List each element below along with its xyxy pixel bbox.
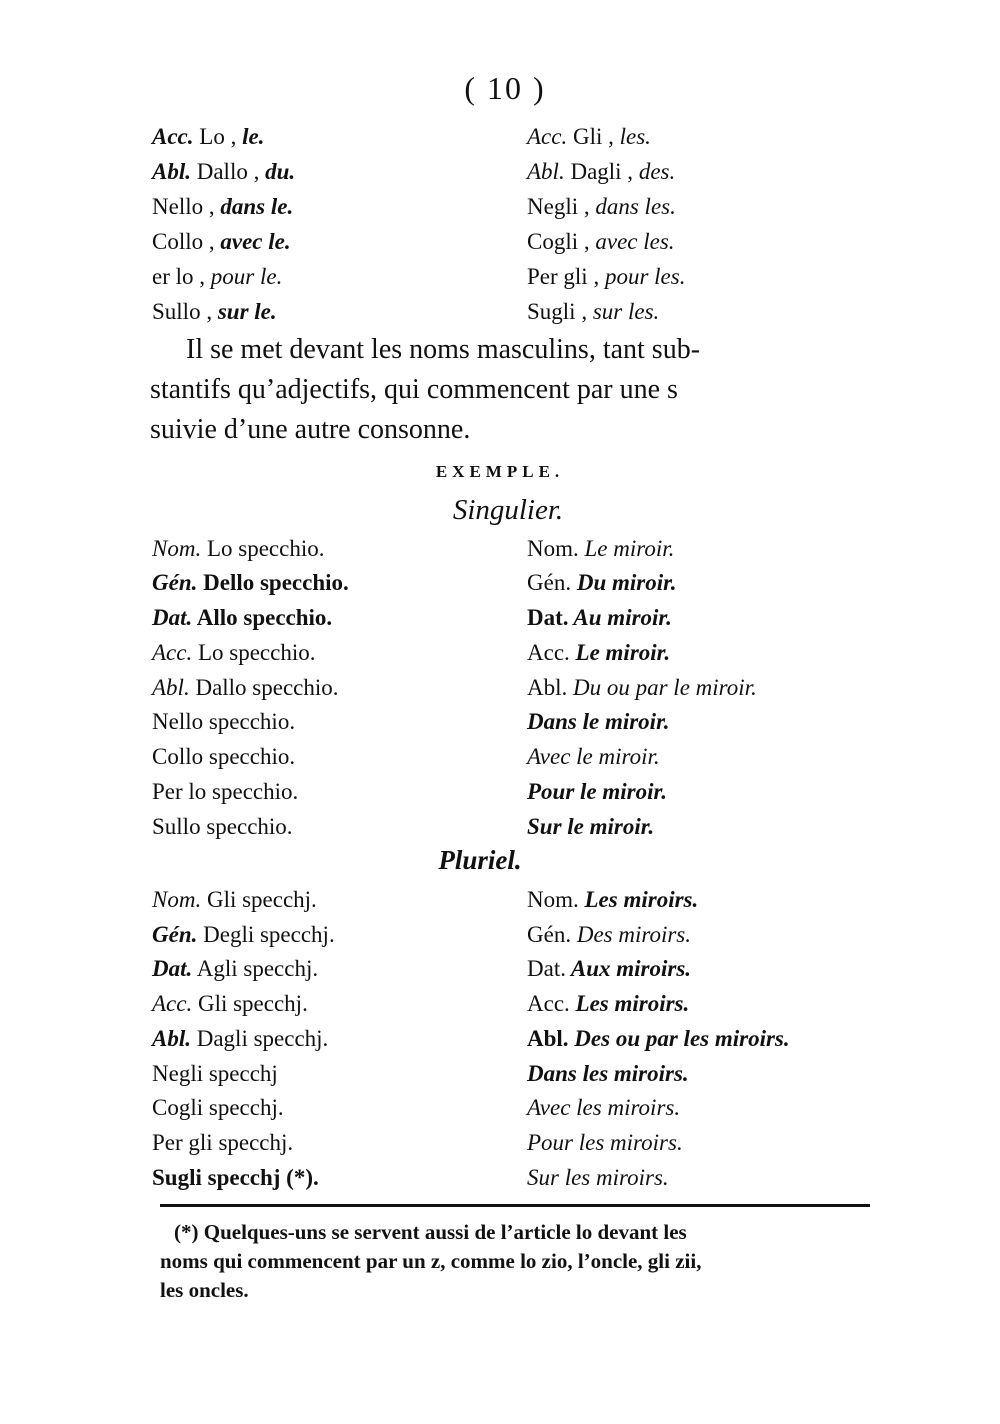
case-label: Abl. <box>152 1026 191 1051</box>
table-row <box>152 740 492 774</box>
paragraph-line: Il se met devant les noms masculins, tant sub- <box>186 334 701 365</box>
italian-word: Sullo , <box>152 299 213 324</box>
table-row <box>152 120 492 154</box>
french-translation: du. <box>259 159 296 184</box>
italian-word: Sugli specchj (*). <box>152 1165 319 1190</box>
table-row <box>527 918 947 952</box>
table-row <box>527 775 947 809</box>
french-translation: Avec les miroirs. <box>527 1095 681 1120</box>
french-translation: Aux miroirs. <box>565 956 692 981</box>
table-row <box>152 918 492 952</box>
case-label: Abl. <box>527 1026 569 1051</box>
table-row <box>527 1091 947 1125</box>
italian-word: Per lo specchio. <box>152 779 299 804</box>
table-row <box>152 987 492 1021</box>
table-row <box>527 883 947 917</box>
italian-word: Sugli , <box>527 299 588 324</box>
french-translation: Dans les miroirs. <box>527 1061 689 1086</box>
table-row <box>152 705 492 739</box>
case-label: Dat. <box>527 605 569 630</box>
case-label: Nom. <box>527 887 579 912</box>
italian-word: Nello , <box>152 194 215 219</box>
case-label: Abl. <box>527 675 568 700</box>
french-translation: avec les. <box>589 229 675 254</box>
paragraph-line: stantifs qu’adjectifs, qui commencent par une s <box>150 374 678 405</box>
table-row <box>527 987 947 1021</box>
table-row <box>152 1126 492 1160</box>
italian-word: Lo , <box>193 124 237 149</box>
italian-word: Dello specchio. <box>197 570 349 595</box>
italian-word: Dallo , <box>190 159 260 184</box>
table-row <box>152 1022 492 1056</box>
table-row <box>152 190 492 224</box>
french-translation: Du ou par le miroir. <box>567 675 757 700</box>
table-row <box>152 532 492 566</box>
italian-word: Dagli specchj. <box>190 1026 329 1051</box>
italian-word: Per gli , <box>527 264 600 289</box>
page-number: ( 10 ) <box>464 70 546 106</box>
french-translation: dans le. <box>214 194 294 219</box>
table-row <box>152 775 492 809</box>
italian-word: Agli specchj. <box>192 956 319 981</box>
french-translation: avec le. <box>214 229 291 254</box>
italian-word: Negli , <box>527 194 590 219</box>
italian-word: er lo , <box>152 264 206 289</box>
table-row <box>527 705 947 739</box>
case-label: Acc. <box>527 991 570 1016</box>
italian-word: Cogli specchj. <box>152 1095 284 1120</box>
table-row <box>152 810 492 844</box>
table-row <box>152 225 492 259</box>
table-row <box>527 120 947 154</box>
case-label: Acc. <box>527 124 568 149</box>
table-row <box>152 883 492 917</box>
table-row <box>527 532 947 566</box>
italian-word: Dagli , <box>564 159 634 184</box>
table-row <box>152 636 492 670</box>
table-row <box>152 566 492 600</box>
italian-word: Degli specchj. <box>197 922 335 947</box>
italian-word: Lo specchio. <box>201 536 325 561</box>
table-row <box>527 1057 947 1091</box>
italian-word: Collo specchio. <box>152 744 296 769</box>
case-label: Acc. <box>527 640 570 665</box>
french-translation: Pour les miroirs. <box>527 1130 683 1155</box>
french-translation: Le miroir. <box>569 640 671 665</box>
french-translation: Le miroir. <box>578 536 675 561</box>
case-label: Acc. <box>152 640 193 665</box>
table-row <box>527 671 947 705</box>
french-translation: sur les. <box>587 299 660 324</box>
body-paragraph <box>150 330 870 450</box>
singular-heading: Singulier. <box>452 494 564 526</box>
case-label: Acc. <box>152 991 193 1016</box>
case-label: Nom. <box>152 887 202 912</box>
french-translation: le. <box>236 124 265 149</box>
table-row <box>152 1091 492 1125</box>
table-row <box>152 295 492 329</box>
table-row <box>527 1126 947 1160</box>
case-label: Gén. <box>152 570 198 595</box>
french-translation: Des miroirs. <box>571 922 691 947</box>
french-translation: des. <box>633 159 676 184</box>
french-translation: Du miroir. <box>571 570 677 595</box>
french-translation: dans les. <box>589 194 676 219</box>
italian-word: Sullo specchio. <box>152 814 293 839</box>
french-translation: Avec le miroir. <box>527 744 660 769</box>
french-translation: Sur les miroirs. <box>527 1165 669 1190</box>
table-row <box>527 295 947 329</box>
table-row <box>527 1161 947 1195</box>
case-label: Nom. <box>152 536 202 561</box>
table-row <box>527 810 947 844</box>
french-translation: sur le. <box>212 299 277 324</box>
table-row <box>527 636 947 670</box>
table-row <box>152 952 492 986</box>
table-row <box>152 601 492 635</box>
case-label: Gén. <box>527 922 572 947</box>
footnote-line: (*) Quelques-uns se servent aussi de l’article lo devant les <box>174 1220 687 1244</box>
italian-word: Cogli , <box>527 229 590 254</box>
case-label: Nom. <box>527 536 579 561</box>
footnote <box>160 1218 872 1305</box>
table-row <box>527 260 947 294</box>
french-translation: les. <box>613 124 651 149</box>
italian-word: Lo specchio. <box>192 640 316 665</box>
case-label: Dat. <box>152 605 193 630</box>
italian-word: Per gli specchj. <box>152 1130 294 1155</box>
table-row <box>527 190 947 224</box>
italian-word: Negli specchj <box>152 1061 278 1086</box>
case-label: Acc. <box>152 124 194 149</box>
french-translation: Les miroirs. <box>569 991 690 1016</box>
table-row <box>527 155 947 189</box>
french-translation: Les miroirs. <box>578 887 699 912</box>
table-row <box>152 260 492 294</box>
table-row <box>527 1022 947 1056</box>
italian-word: Nello specchio. <box>152 709 296 734</box>
french-translation: Pour le miroir. <box>527 779 667 804</box>
table-row <box>527 566 947 600</box>
case-label: Dat. <box>152 956 193 981</box>
french-translation: Dans le miroir. <box>527 709 670 734</box>
french-translation: pour les. <box>599 264 686 289</box>
footnote-line: les oncles. <box>160 1278 249 1302</box>
french-translation: Au miroir. <box>568 605 672 630</box>
plural-heading: Pluriel. <box>438 845 522 875</box>
table-row <box>152 155 492 189</box>
table-row <box>527 601 947 635</box>
table-row <box>152 1161 492 1195</box>
italian-word: Gli specchj. <box>201 887 317 912</box>
case-label: Gén. <box>152 922 198 947</box>
table-row <box>527 952 947 986</box>
italian-word: Collo , <box>152 229 215 254</box>
exemple-heading: EXEMPLE. <box>435 462 565 481</box>
case-label: Abl. <box>527 159 565 184</box>
case-label: Dat. <box>527 956 566 981</box>
french-translation: Des ou par les miroirs. <box>568 1026 790 1051</box>
french-translation: pour le. <box>205 264 283 289</box>
paragraph-line: suivie d’une autre consonne. <box>150 414 471 445</box>
italian-word: Gli specchj. <box>192 991 308 1016</box>
italian-word: Gli , <box>567 124 614 149</box>
case-label: Gén. <box>527 570 572 595</box>
case-label: Abl. <box>152 675 190 700</box>
table-row <box>527 225 947 259</box>
table-row <box>527 740 947 774</box>
table-row <box>152 671 492 705</box>
table-row <box>152 1057 492 1091</box>
footnote-divider <box>160 1204 870 1207</box>
italian-word: Dallo specchio. <box>189 675 339 700</box>
footnote-line: noms qui commencent par un z, comme lo zio, l’oncle, gli zii, <box>160 1249 702 1273</box>
italian-word: Allo specchio. <box>192 605 333 630</box>
case-label: Abl. <box>152 159 191 184</box>
french-translation: Sur le miroir. <box>527 814 655 839</box>
